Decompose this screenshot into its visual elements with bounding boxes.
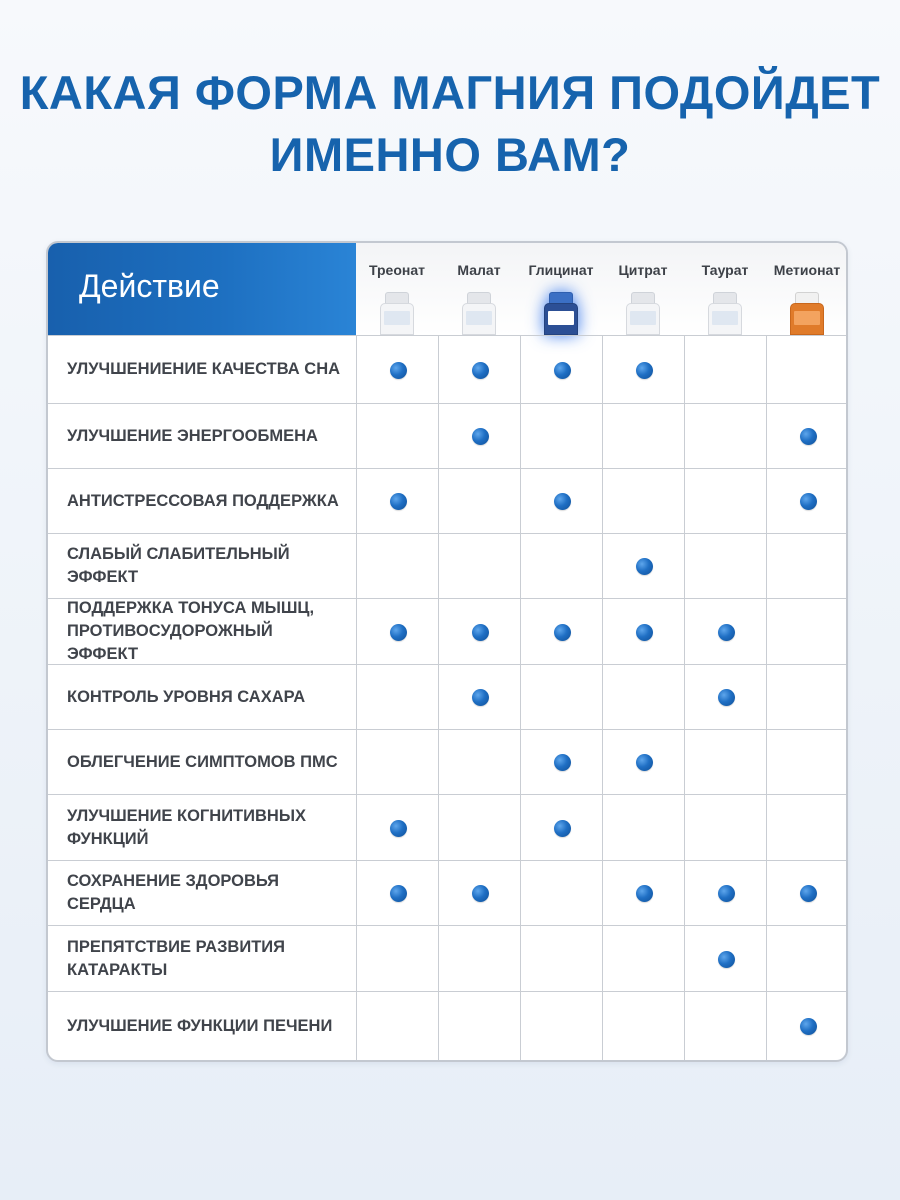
benefit-dot-icon bbox=[390, 493, 407, 510]
action-label: УЛУЧШЕНИЕ ФУНКЦИИ ПЕЧЕНИ bbox=[67, 1016, 333, 1035]
benefit-dot-icon bbox=[554, 754, 571, 771]
table-cell-2 bbox=[438, 992, 520, 1060]
table-cell-1 bbox=[356, 992, 438, 1060]
benefit-dot-icon bbox=[636, 754, 653, 771]
table-row bbox=[48, 729, 848, 794]
table-row bbox=[48, 794, 848, 860]
table-cell-4 bbox=[602, 336, 684, 403]
table-cell-1 bbox=[356, 861, 438, 925]
table-cell-5 bbox=[684, 926, 766, 991]
benefit-dot-icon bbox=[472, 885, 489, 902]
table-cell-2 bbox=[438, 861, 520, 925]
table-cell-6 bbox=[766, 795, 848, 860]
table-cell-2 bbox=[438, 404, 520, 468]
table-cell-3 bbox=[520, 992, 602, 1060]
benefit-dot-icon bbox=[636, 558, 653, 575]
action-label: АНТИСТРЕССОВАЯ ПОДДЕРЖКА bbox=[67, 491, 339, 510]
table-cell-5 bbox=[684, 599, 766, 664]
table-cell-2 bbox=[438, 336, 520, 403]
table-cell-4 bbox=[602, 599, 684, 664]
benefit-dot-icon bbox=[390, 362, 407, 379]
benefit-dot-icon bbox=[800, 1018, 817, 1035]
benefit-dot-icon bbox=[390, 624, 407, 641]
table-cell-5 bbox=[684, 992, 766, 1060]
product-name: Глицинат bbox=[528, 262, 594, 278]
product-name: Цитрат bbox=[618, 262, 668, 278]
benefit-dot-icon bbox=[472, 624, 489, 641]
table-cell-4 bbox=[602, 534, 684, 598]
table-cell-4 bbox=[602, 926, 684, 991]
benefit-dot-icon bbox=[554, 624, 571, 641]
benefit-dot-icon bbox=[472, 689, 489, 706]
table-row bbox=[48, 598, 848, 664]
action-label: УЛУЧШЕНИЕ КОГНИТИВНЫХ ФУНКЦИЙ bbox=[67, 806, 306, 848]
table-cell-6 bbox=[766, 926, 848, 991]
benefit-dot-icon bbox=[718, 885, 735, 902]
table-cell-1 bbox=[356, 795, 438, 860]
table-cell-3 bbox=[520, 336, 602, 403]
table-cell-2 bbox=[438, 730, 520, 794]
table-cell-3 bbox=[520, 795, 602, 860]
table-cell-2 bbox=[438, 469, 520, 533]
benefit-dot-icon bbox=[554, 493, 571, 510]
benefit-dot-icon bbox=[800, 493, 817, 510]
table-cell-6 bbox=[766, 336, 848, 403]
table-cell-6 bbox=[766, 730, 848, 794]
product-name: Таурат bbox=[701, 262, 749, 278]
benefit-dot-icon bbox=[472, 428, 489, 445]
table-row bbox=[48, 335, 848, 403]
benefit-dot-icon bbox=[390, 820, 407, 837]
supplement-jar-icon bbox=[380, 292, 414, 335]
table-cell-5 bbox=[684, 404, 766, 468]
table-cell-6 bbox=[766, 404, 848, 468]
product-header-6 bbox=[766, 243, 848, 335]
action-label: КОНТРОЛЬ УРОВНЯ САХАРА bbox=[67, 687, 306, 706]
table-cell-6 bbox=[766, 665, 848, 729]
product-name: Треонат bbox=[368, 262, 425, 278]
table-cell-6 bbox=[766, 599, 848, 664]
action-label: УЛУЧШЕНИЕНИЕ КАЧЕСТВА СНА bbox=[67, 360, 341, 378]
supplement-jar-icon bbox=[462, 292, 496, 335]
benefit-dot-icon bbox=[718, 951, 735, 968]
table-row bbox=[48, 468, 848, 533]
table-row bbox=[48, 533, 848, 598]
table-cell-4 bbox=[602, 795, 684, 860]
benefit-dot-icon bbox=[554, 362, 571, 379]
benefit-dot-icon bbox=[554, 820, 571, 837]
table-cell-4 bbox=[602, 861, 684, 925]
table-cell-3 bbox=[520, 404, 602, 468]
table-cell-4 bbox=[602, 992, 684, 1060]
action-label: ПРЕПЯТСТВИЕ РАЗВИТИЯ КАТАРАКТЫ bbox=[67, 937, 285, 979]
table-cell-1 bbox=[356, 336, 438, 403]
table-cell-3 bbox=[520, 534, 602, 598]
supplement-jar-icon bbox=[626, 292, 660, 335]
table-cell-2 bbox=[438, 795, 520, 860]
product-header-3 bbox=[520, 243, 602, 335]
table-cell-4 bbox=[602, 665, 684, 729]
table-cell-3 bbox=[520, 730, 602, 794]
table-cell-6 bbox=[766, 469, 848, 533]
table-cell-1 bbox=[356, 665, 438, 729]
table-cell-5 bbox=[684, 534, 766, 598]
table-cell-1 bbox=[356, 926, 438, 991]
table-cell-4 bbox=[602, 730, 684, 794]
benefit-dot-icon bbox=[718, 624, 735, 641]
table-cell-5 bbox=[684, 730, 766, 794]
benefit-dot-icon bbox=[636, 624, 653, 641]
benefit-dot-icon bbox=[718, 689, 735, 706]
comparison-table bbox=[46, 241, 848, 1062]
product-header-2 bbox=[438, 243, 520, 335]
product-name: Метионат bbox=[773, 262, 841, 278]
table-cell-1 bbox=[356, 404, 438, 468]
product-header-5 bbox=[684, 243, 766, 335]
product-header-4 bbox=[602, 243, 684, 335]
action-label: ПОДДЕРЖКА ТОНУСА МЫШЦ, ПРОТИВОСУДОРОЖНЫЙ ЭФФЕКТ bbox=[67, 599, 315, 663]
benefit-dot-icon bbox=[390, 885, 407, 902]
table-row bbox=[48, 403, 848, 468]
page-title bbox=[0, 62, 900, 186]
table-row bbox=[48, 664, 848, 729]
table-cell-2 bbox=[438, 599, 520, 664]
supplement-jar-icon bbox=[790, 292, 824, 335]
table-cell-3 bbox=[520, 926, 602, 991]
benefit-dot-icon bbox=[636, 885, 653, 902]
table-cell-4 bbox=[602, 404, 684, 468]
table-cell-1 bbox=[356, 730, 438, 794]
supplement-jar-icon bbox=[544, 292, 578, 335]
table-cell-5 bbox=[684, 861, 766, 925]
table-row bbox=[48, 860, 848, 925]
table-cell-1 bbox=[356, 599, 438, 664]
benefit-dot-icon bbox=[800, 428, 817, 445]
product-header-row bbox=[356, 243, 848, 336]
product-name: Малат bbox=[457, 262, 501, 278]
table-cell-5 bbox=[684, 795, 766, 860]
action-header-label: Действие bbox=[79, 268, 220, 304]
benefit-dot-icon bbox=[472, 362, 489, 379]
table-cell-3 bbox=[520, 861, 602, 925]
action-label: СЛАБЫЙ СЛАБИТЕЛЬНЫЙ ЭФФЕКТ bbox=[67, 545, 290, 586]
table-cell-3 bbox=[520, 665, 602, 729]
action-label: УЛУЧШЕНИЕ ЭНЕРГООБМЕНА bbox=[67, 426, 318, 445]
table-cell-1 bbox=[356, 534, 438, 598]
supplement-jar-icon bbox=[708, 292, 742, 335]
table-cell-2 bbox=[438, 665, 520, 729]
table-cell-2 bbox=[438, 534, 520, 598]
action-label: ОБЛЕГЧЕНИЕ СИМПТОМОВ ПМС bbox=[67, 752, 338, 771]
table-cell-6 bbox=[766, 534, 848, 598]
table-cell-6 bbox=[766, 992, 848, 1060]
table-cell-3 bbox=[520, 469, 602, 533]
table-cell-5 bbox=[684, 336, 766, 403]
table-row bbox=[48, 991, 848, 1060]
table-cell-2 bbox=[438, 926, 520, 991]
page-title-line-1: КАКАЯ ФОРМА МАГНИЯ ПОДОЙДЕТ bbox=[19, 66, 881, 119]
table-cell-5 bbox=[684, 665, 766, 729]
action-label: СОХРАНЕНИЕ ЗДОРОВЬЯ СЕРДЦА bbox=[67, 872, 280, 913]
page-title-line-2: ИМЕННО ВАМ? bbox=[269, 128, 631, 181]
benefit-dot-icon bbox=[800, 885, 817, 902]
table-cell-3 bbox=[520, 599, 602, 664]
action-header-cell bbox=[48, 243, 356, 335]
table-cell-4 bbox=[602, 469, 684, 533]
table-cell-6 bbox=[766, 861, 848, 925]
table-cell-1 bbox=[356, 469, 438, 533]
benefit-dot-icon bbox=[636, 362, 653, 379]
table-row bbox=[48, 925, 848, 991]
table-cell-5 bbox=[684, 469, 766, 533]
product-header-1 bbox=[356, 243, 438, 335]
